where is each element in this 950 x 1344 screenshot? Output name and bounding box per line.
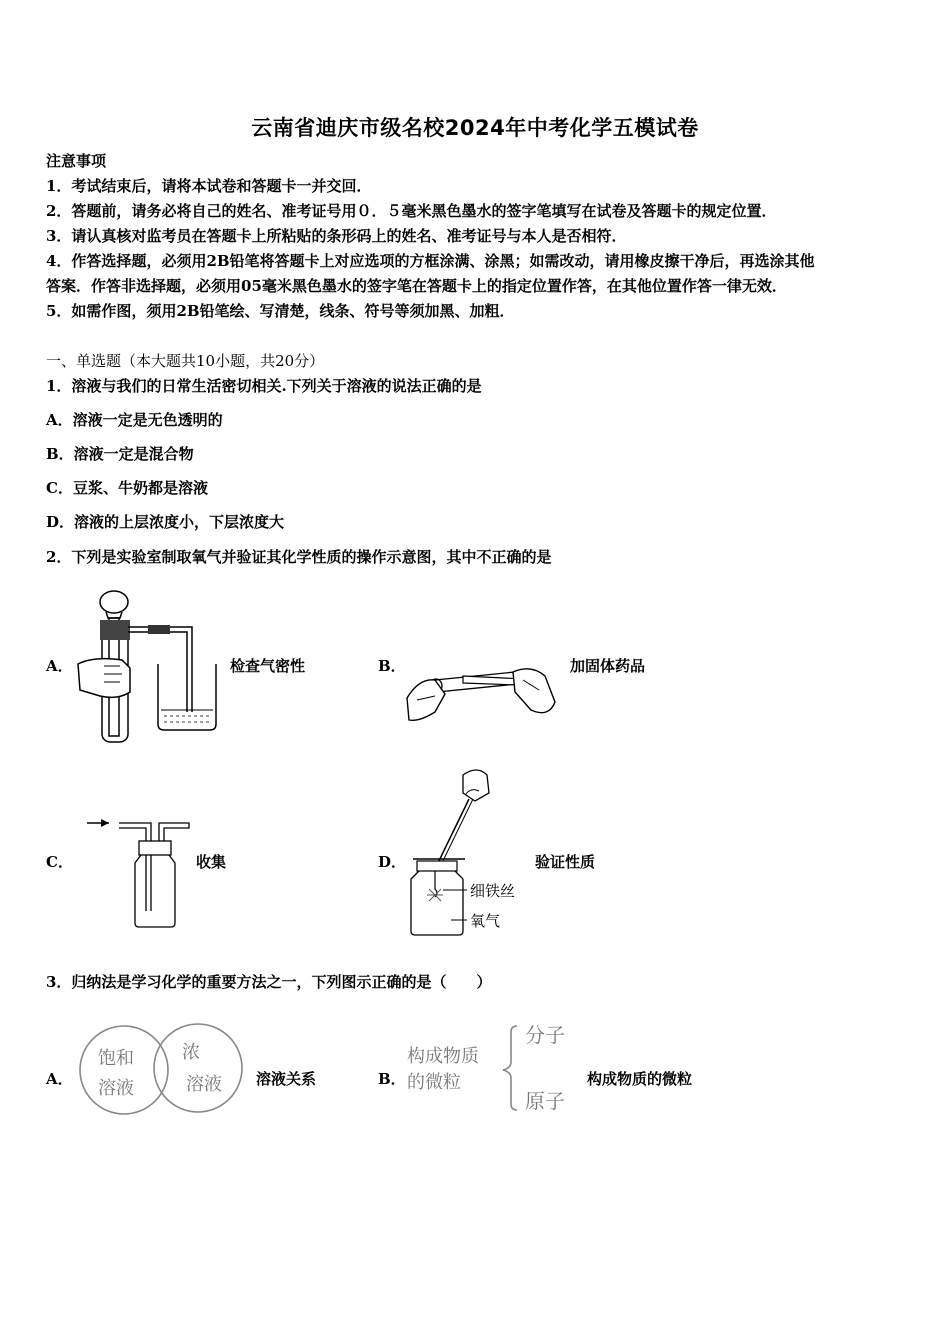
question-2-stem: 2．下列是实验室制取氧气并验证其化学性质的操作示意图，其中不正确的是: [46, 548, 552, 566]
iron-wire-combustion-figure: [405, 765, 525, 940]
question-3-option-b-caption: 构成物质的微粒: [587, 1070, 693, 1088]
question-2-option-d-caption: 验证性质: [535, 853, 596, 871]
adding-solid-figure: [405, 650, 560, 730]
venn-right-line1: 浓: [182, 1042, 200, 1063]
notice-item: 5．如需作图，须用2B铅笔绘、写清楚，线条、符号等须加黑、加粗．: [46, 302, 515, 320]
particles-tree-diagram: [405, 1018, 585, 1118]
oxygen-label: 氧气: [470, 912, 501, 930]
notice-heading: 注意事项: [46, 152, 107, 170]
question-2-option-d-letter: D．: [378, 853, 407, 871]
notice-item: 答案．作答非选择题，必须用05毫米黑色墨水的签字笔在答题卡上的指定位置作答，在其他位置作答一律无效．: [46, 277, 787, 295]
notice-item: 4．作答选择题，必须用2B铅笔将答题卡上对应选项的方框涂满、涂黑；如需改动，请用橡皮擦干净后，再选涂其他: [46, 252, 815, 270]
iron-wire-label: 细铁丝: [470, 882, 516, 900]
question-1-stem: 1．溶液与我们的日常生活密切相关.下列关于溶液的说法正确的是: [46, 377, 482, 395]
question-1-option-d: D．溶液的上层浓度小，下层浓度大: [46, 513, 285, 531]
airtightness-check-figure: [70, 582, 230, 742]
solution-venn-diagram: [78, 1018, 246, 1118]
question-3-option-b-letter: B．: [378, 1070, 406, 1088]
tree-root-line2: 的微粒: [407, 1072, 461, 1093]
notice-item: 1．考试结束后，请将本试卷和答题卡一并交回．: [46, 177, 372, 195]
question-2-option-b-letter: B．: [378, 657, 406, 675]
notice-item: 2．答题前，请务必将自己的姓名、准考证号用０．５毫米黑色墨水的签字笔填写在试卷及答题卡的规定位置．: [46, 202, 777, 220]
venn-right-line2: 溶液: [186, 1074, 222, 1095]
question-2-option-c-caption: 收集: [196, 853, 227, 871]
gas-collection-figure: [85, 815, 195, 930]
notice-item: 3．请认真核对监考员在答题卡上所粘贴的条形码上的姓名、准考证号与本人是否相符．: [46, 227, 627, 245]
question-3-option-a-caption: 溶液关系: [256, 1070, 317, 1088]
question-1-option-c: C．豆浆、牛奶都是溶液: [46, 479, 208, 497]
question-2-option-a-caption: 检查气密性: [230, 657, 306, 675]
question-3-stem: 3．归纳法是学习化学的重要方法之一，下列图示正确的是（ ）: [46, 973, 492, 991]
question-3-option-a-letter: A．: [46, 1070, 73, 1088]
question-2-option-a-letter: A．: [46, 657, 73, 675]
question-1-option-b: B．溶液一定是混合物: [46, 445, 194, 463]
tree-root-line1: 构成物质: [407, 1046, 479, 1067]
page-title: 云南省迪庆市级名校2024年中考化学五模试卷: [251, 116, 699, 140]
tree-branch-molecule: 分子: [525, 1023, 565, 1047]
venn-left-line1: 饱和: [98, 1048, 134, 1069]
tree-branch-atom: 原子: [525, 1089, 565, 1113]
question-2-option-c-letter: C．: [46, 853, 73, 871]
venn-left-line2: 溶液: [98, 1078, 134, 1099]
question-1-option-a: A．溶液一定是无色透明的: [46, 411, 223, 429]
question-2-option-b-caption: 加固体药品: [570, 657, 646, 675]
section-heading: 一、单选题（本大题共10小题，共20分）: [46, 352, 325, 370]
